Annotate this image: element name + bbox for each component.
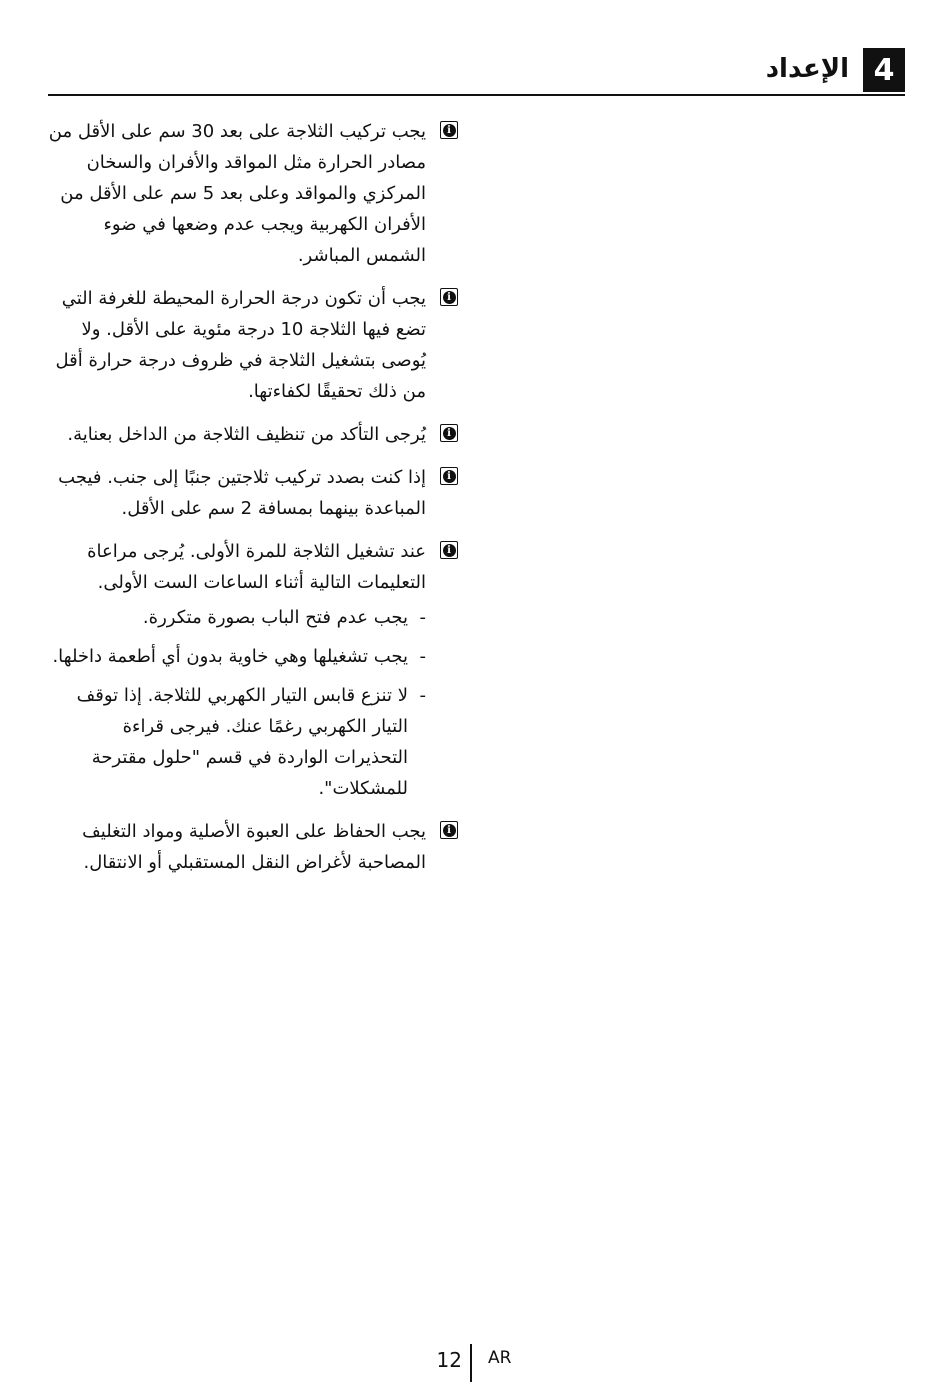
instruction-item bbox=[48, 536, 460, 804]
instructions-list bbox=[48, 116, 460, 890]
instruction-text: يجب الحفاظ على العبوة الأصلية ومواد التغليف المصاحبة لأغراض النقل المستقبلي أو الانتقال. bbox=[82, 821, 426, 873]
instruction-text: يجب تركيب الثلاجة على بعد 30 سم على الأقل من مصادر الحرارة مثل المواقد والأفران والسخان المركزي والمواقد وعلى بعد 5 سم على الأقل من الأفران الكهربية ويجب عدم وضعها في ضوء الشمس المباشر. bbox=[48, 121, 426, 266]
page-header bbox=[48, 48, 905, 96]
sub-list-item: - يجب عدم فتح الباب بصورة متكررة. bbox=[48, 602, 426, 633]
instruction-text: يُرجى التأكد من تنظيف الثلاجة من الداخل بعناية. bbox=[67, 424, 426, 445]
sub-list-item: - لا تنزع قابس التيار الكهربي للثلاجة. إذا توقف التيار الكهربي رغمًا عنك. فيرجى قراءة التحذيرات الواردة في قسم "حلول مقترحة للمشكلات". bbox=[48, 680, 426, 804]
info-icon: i bbox=[440, 424, 458, 442]
instruction-item bbox=[48, 816, 460, 878]
info-icon: i bbox=[440, 467, 458, 485]
instruction-text: إذا كنت بصدد تركيب ثلاجتين جنبًا إلى جنب. فيجب المباعدة بينهما بمسافة 2 سم على الأقل. bbox=[58, 467, 426, 519]
instruction-item bbox=[48, 462, 460, 524]
instruction-item bbox=[48, 116, 460, 271]
info-icon: i bbox=[440, 288, 458, 306]
instruction-item bbox=[48, 283, 460, 407]
page-footer bbox=[0, 1344, 950, 1384]
first-use-sublist bbox=[48, 602, 426, 804]
chapter-title: الإعداد bbox=[765, 54, 849, 84]
chapter-number-badge: 4 bbox=[863, 48, 905, 92]
sub-list-item: - يجب تشغيلها وهي خاوية بدون أي أطعمة داخلها. bbox=[48, 641, 426, 672]
instruction-item bbox=[48, 419, 460, 450]
page-number: 12 bbox=[436, 1348, 462, 1372]
language-code: AR bbox=[488, 1348, 512, 1368]
instruction-text: يجب أن تكون درجة الحرارة المحيطة للغرفة التي تضع فيها الثلاجة 10 درجة مئوية على الأقل. ولا يُوصى بتشغيل الثلاجة في ظروف درجة حرارة أقل من ذلك تحقيقًا لكفاءتها. bbox=[55, 288, 426, 402]
info-icon: i bbox=[440, 541, 458, 559]
instruction-text: عند تشغيل الثلاجة للمرة الأولى. يُرجى مراعاة التعليمات التالية أثناء الساعات الست الأولى. bbox=[87, 541, 426, 593]
footer-divider bbox=[470, 1344, 472, 1382]
info-icon: i bbox=[440, 821, 458, 839]
info-icon: i bbox=[440, 121, 458, 139]
